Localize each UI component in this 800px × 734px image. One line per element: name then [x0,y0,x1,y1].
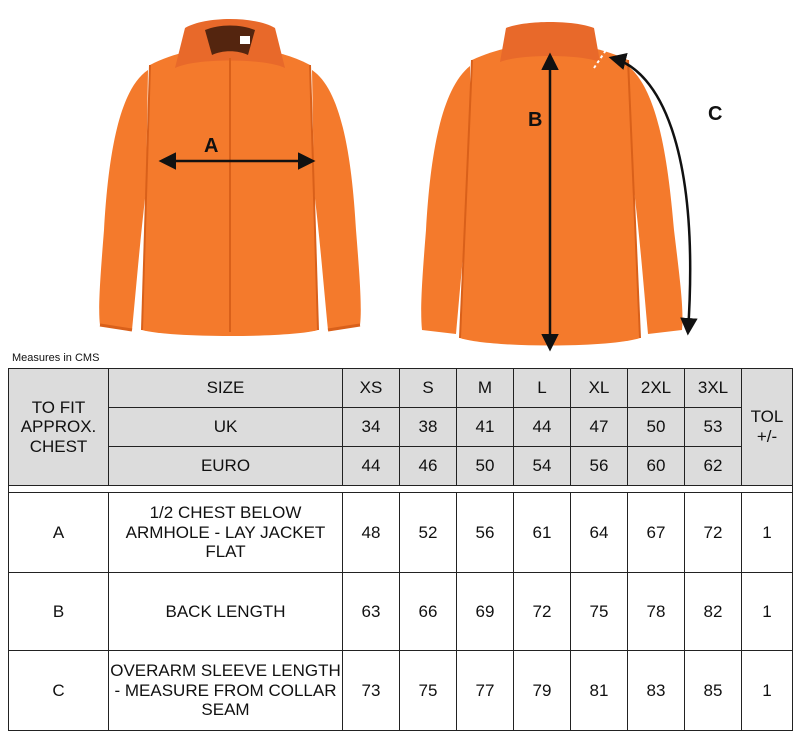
uk-cell: 44 [514,408,571,447]
value-cell: 73 [343,651,400,731]
value-cell: 77 [457,651,514,731]
euro-cell: 50 [457,447,514,486]
uk-row [9,408,793,447]
uk-cell: 47 [571,408,628,447]
value-cell: 78 [628,573,685,651]
label-a: A [204,135,219,157]
value-cell: 81 [571,651,628,731]
size-cell: XS [343,369,400,408]
euro-cell: 54 [514,447,571,486]
euro-cell: 44 [343,447,400,486]
size-label: SIZE [109,369,343,408]
size-cell: 3XL [685,369,742,408]
value-cell: 63 [343,573,400,651]
tol-cell: 1 [742,493,793,573]
label-c: C [708,103,723,125]
divider-cell [9,486,793,493]
row-code: B [9,573,109,651]
table-row [9,651,793,731]
value-cell: 52 [400,493,457,573]
value-cell: 72 [685,493,742,573]
uk-label: UK [109,408,343,447]
uk-cell: 50 [628,408,685,447]
euro-cell: 60 [628,447,685,486]
value-cell: 85 [685,651,742,731]
row-code: A [9,493,109,573]
uk-cell: 34 [343,408,400,447]
value-cell: 83 [628,651,685,731]
tol-cell: 1 [742,573,793,651]
value-cell: 67 [628,493,685,573]
label-b: B [528,109,543,131]
euro-label: EURO [109,447,343,486]
uk-cell: 53 [685,408,742,447]
euro-cell: 56 [571,447,628,486]
euro-row [9,447,793,486]
fit-label: TO FIT APPROX. CHEST [9,369,109,486]
value-cell: 69 [457,573,514,651]
row-code: C [9,651,109,731]
uk-cell: 38 [400,408,457,447]
value-cell: 61 [514,493,571,573]
table-divider [9,486,793,493]
size-cell: 2XL [628,369,685,408]
value-cell: 72 [514,573,571,651]
measure-note: Measures in CMS [12,352,100,364]
size-cell: S [400,369,457,408]
table-row [9,573,793,651]
size-cell: XL [571,369,628,408]
value-cell: 75 [400,651,457,731]
row-description: 1/2 CHEST BELOW ARMHOLE - LAY JACKET FLAT [109,493,343,573]
value-cell: 48 [343,493,400,573]
row-description: OVERARM SLEEVE LENGTH - MEASURE FROM COLLAR SEAM [109,651,343,731]
value-cell: 82 [685,573,742,651]
table-row [9,493,793,573]
value-cell: 66 [400,573,457,651]
value-cell: 75 [571,573,628,651]
size-row [9,369,793,408]
euro-cell: 46 [400,447,457,486]
value-cell: 64 [571,493,628,573]
tol-cell: 1 [742,651,793,731]
value-cell: 56 [457,493,514,573]
back-jacket-image [421,22,722,348]
uk-cell: 41 [457,408,514,447]
size-cell: L [514,369,571,408]
size-chart-table [8,368,793,731]
front-jacket-image [99,19,361,336]
value-cell: 79 [514,651,571,731]
tol-label: TOL +/- [742,369,793,486]
size-cell: M [457,369,514,408]
euro-cell: 62 [685,447,742,486]
row-description: BACK LENGTH [109,573,343,651]
jacket-illustrations [0,0,800,352]
